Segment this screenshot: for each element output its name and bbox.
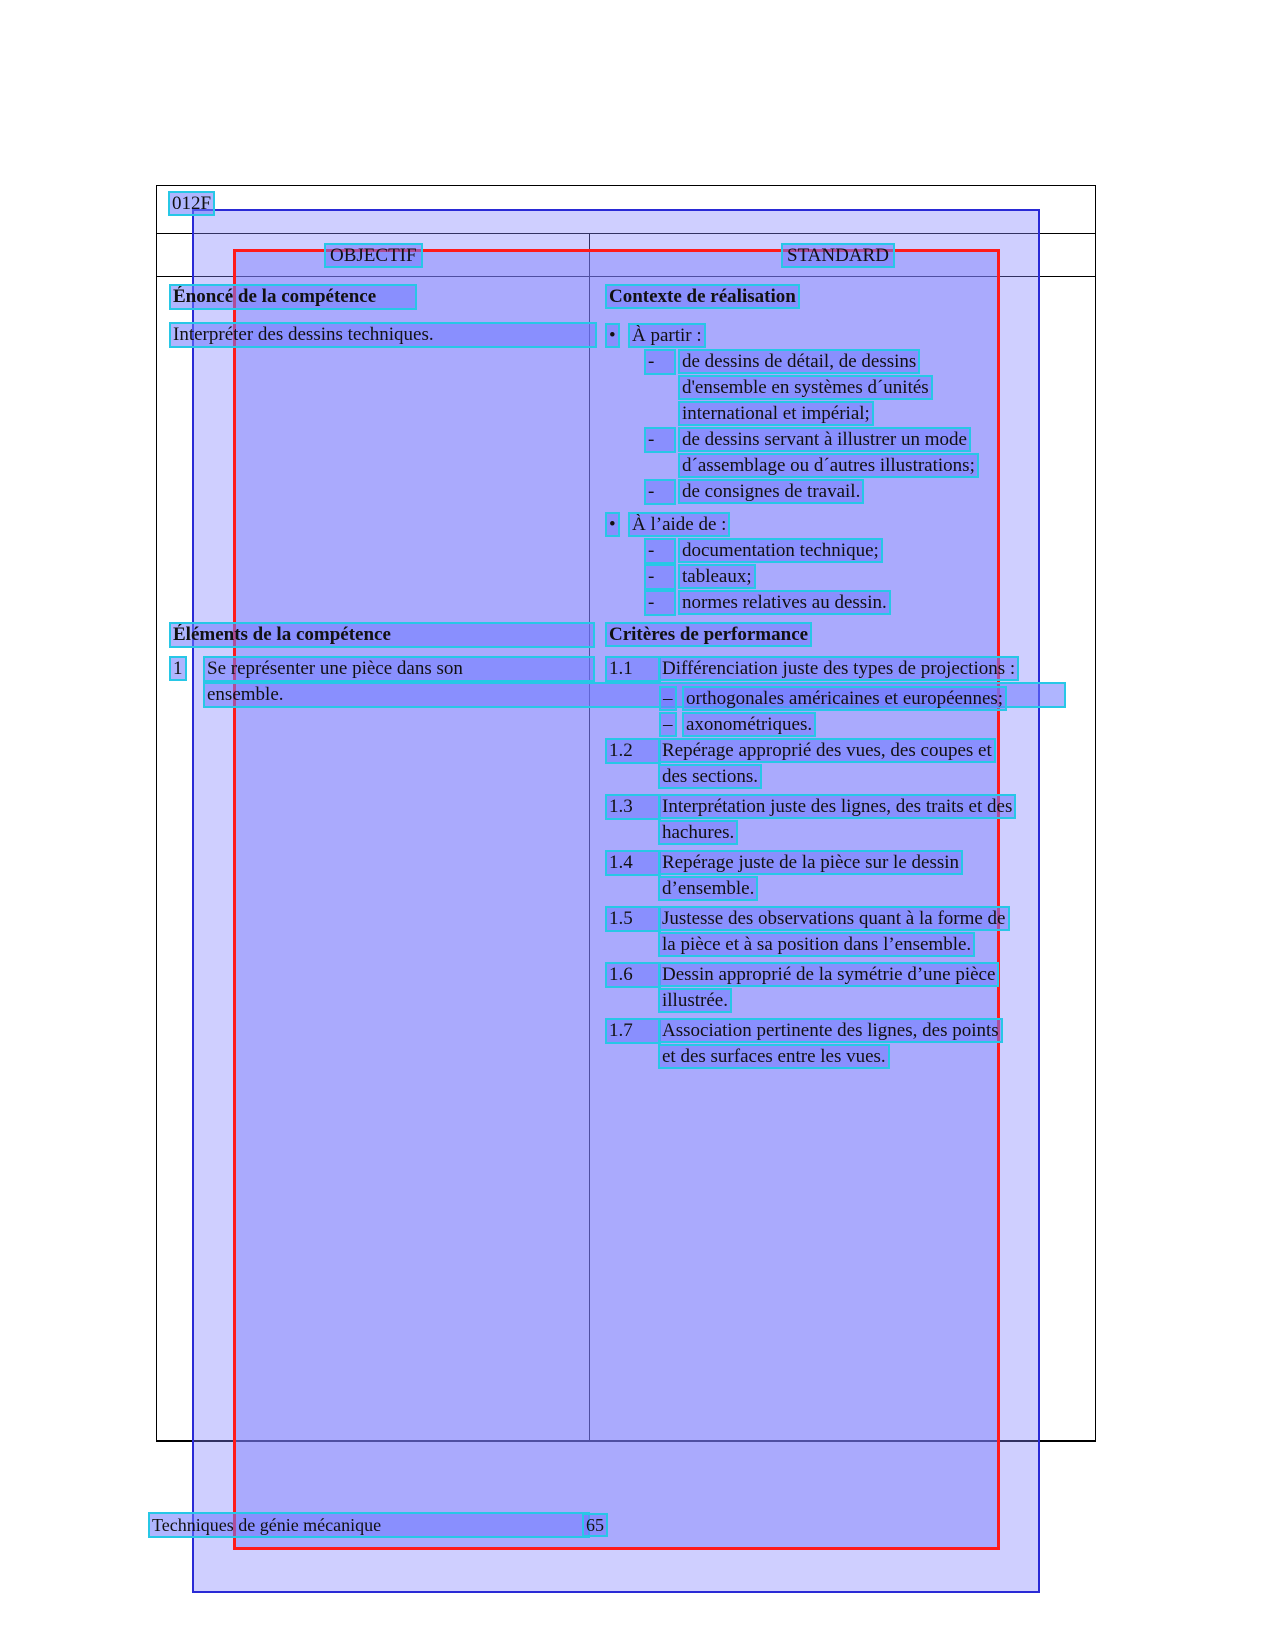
critere-1-1-number: 1.1 bbox=[607, 658, 659, 680]
sub-1-1-item-1: orthogonales américaines et européennes; bbox=[686, 688, 1004, 709]
sub-1-1-item-2: axonométriques. bbox=[686, 714, 813, 735]
context-item-2-line-1: de dessins servant à illustrer un mode bbox=[682, 429, 967, 450]
context-item-1-line-3: international et impérial; bbox=[682, 403, 870, 424]
enonce-text: Interpréter des dessins techniques. bbox=[171, 324, 595, 346]
table-border-right bbox=[1095, 185, 1096, 1441]
element-1-number: 1 bbox=[173, 658, 183, 679]
critere-1-5-line-1: Justesse des observations quant à la forme de bbox=[662, 908, 1006, 929]
critere-1-5-number: 1.5 bbox=[607, 908, 659, 930]
dash-2-1: - bbox=[646, 540, 674, 562]
contexte-title: Contexte de réalisation bbox=[609, 286, 796, 307]
critere-1-3-line-2: hachures. bbox=[662, 822, 735, 843]
critere-1-1-text: Différenciation juste des types de projections : bbox=[662, 658, 1016, 679]
critere-1-7-line-1: Association pertinente des lignes, des points bbox=[662, 1020, 999, 1041]
a-partir-label: À partir : bbox=[632, 325, 702, 346]
context-item-1-line-1: de dessins de détail, de dessins bbox=[682, 351, 917, 372]
context-item-3-line-1: de consignes de travail. bbox=[682, 481, 861, 502]
critere-1-2-number: 1.2 bbox=[607, 740, 659, 762]
critere-1-4-line-2: d’ensemble. bbox=[662, 878, 755, 899]
elements-title: Éléments de la compétence bbox=[171, 624, 593, 646]
sub-1-1-dash-2: – bbox=[663, 714, 673, 735]
critere-1-6-line-2: illustrée. bbox=[662, 990, 728, 1011]
bullet-1: • bbox=[609, 325, 616, 346]
aid-item-1: documentation technique; bbox=[682, 540, 879, 561]
standard-header: STANDARD bbox=[783, 245, 893, 266]
footer-program-name: Techniques de génie mécanique bbox=[150, 1514, 588, 1536]
critere-1-5-line-2: la pièce et à sa position dans l’ensemble. bbox=[662, 934, 972, 955]
dash-1-3: - bbox=[646, 481, 674, 503]
critere-1-7-number: 1.7 bbox=[607, 1020, 659, 1042]
critere-1-7-line-2: et des surfaces entre les vues. bbox=[662, 1046, 886, 1067]
context-item-1-line-2: d'ensemble en systèmes d´unités bbox=[682, 377, 929, 398]
critere-1-3-number: 1.3 bbox=[607, 796, 659, 818]
critere-1-4-number: 1.4 bbox=[607, 852, 659, 874]
element-1-line-1: Se représenter une pièce dans son bbox=[205, 658, 593, 680]
enonce-title: Énoncé de la compétence bbox=[171, 286, 415, 308]
critere-1-6-line-1: Dessin approprié de la symétrie d’une pièce bbox=[662, 964, 996, 985]
aid-item-3: normes relatives au dessin. bbox=[682, 592, 887, 613]
criteres-title: Critères de performance bbox=[609, 624, 809, 645]
aid-item-2: tableaux; bbox=[682, 566, 752, 587]
critere-1-6-number: 1.6 bbox=[607, 964, 659, 986]
dash-2-3: - bbox=[646, 592, 674, 614]
document-code: 012F bbox=[172, 193, 212, 214]
dash-2-2: - bbox=[646, 566, 674, 588]
table-border-top bbox=[156, 185, 1096, 186]
critere-1-3-line-1: Interprétation juste des lignes, des traits et des bbox=[662, 796, 1013, 817]
objectif-header: OBJECTIF bbox=[326, 245, 421, 266]
a-l-aide-label: À l’aide de : bbox=[632, 514, 727, 535]
critere-1-2-line-1: Repérage approprié des vues, des coupes et bbox=[662, 740, 992, 761]
dash-1-2: - bbox=[646, 429, 674, 451]
element-1-line-2: ensemble. bbox=[205, 684, 1064, 706]
dash-1-1: - bbox=[646, 351, 674, 373]
critere-1-2-line-2: des sections. bbox=[662, 766, 759, 787]
critere-1-4-line-1: Repérage juste de la pièce sur le dessin bbox=[662, 852, 960, 873]
bullet-2: • bbox=[609, 514, 616, 535]
table-border-left bbox=[156, 185, 157, 1441]
context-item-2-line-2: d´assemblage ou d´autres illustrations; bbox=[682, 455, 975, 476]
sub-1-1-dash-1: – bbox=[663, 688, 673, 709]
footer-page-number: 65 bbox=[586, 1515, 604, 1535]
